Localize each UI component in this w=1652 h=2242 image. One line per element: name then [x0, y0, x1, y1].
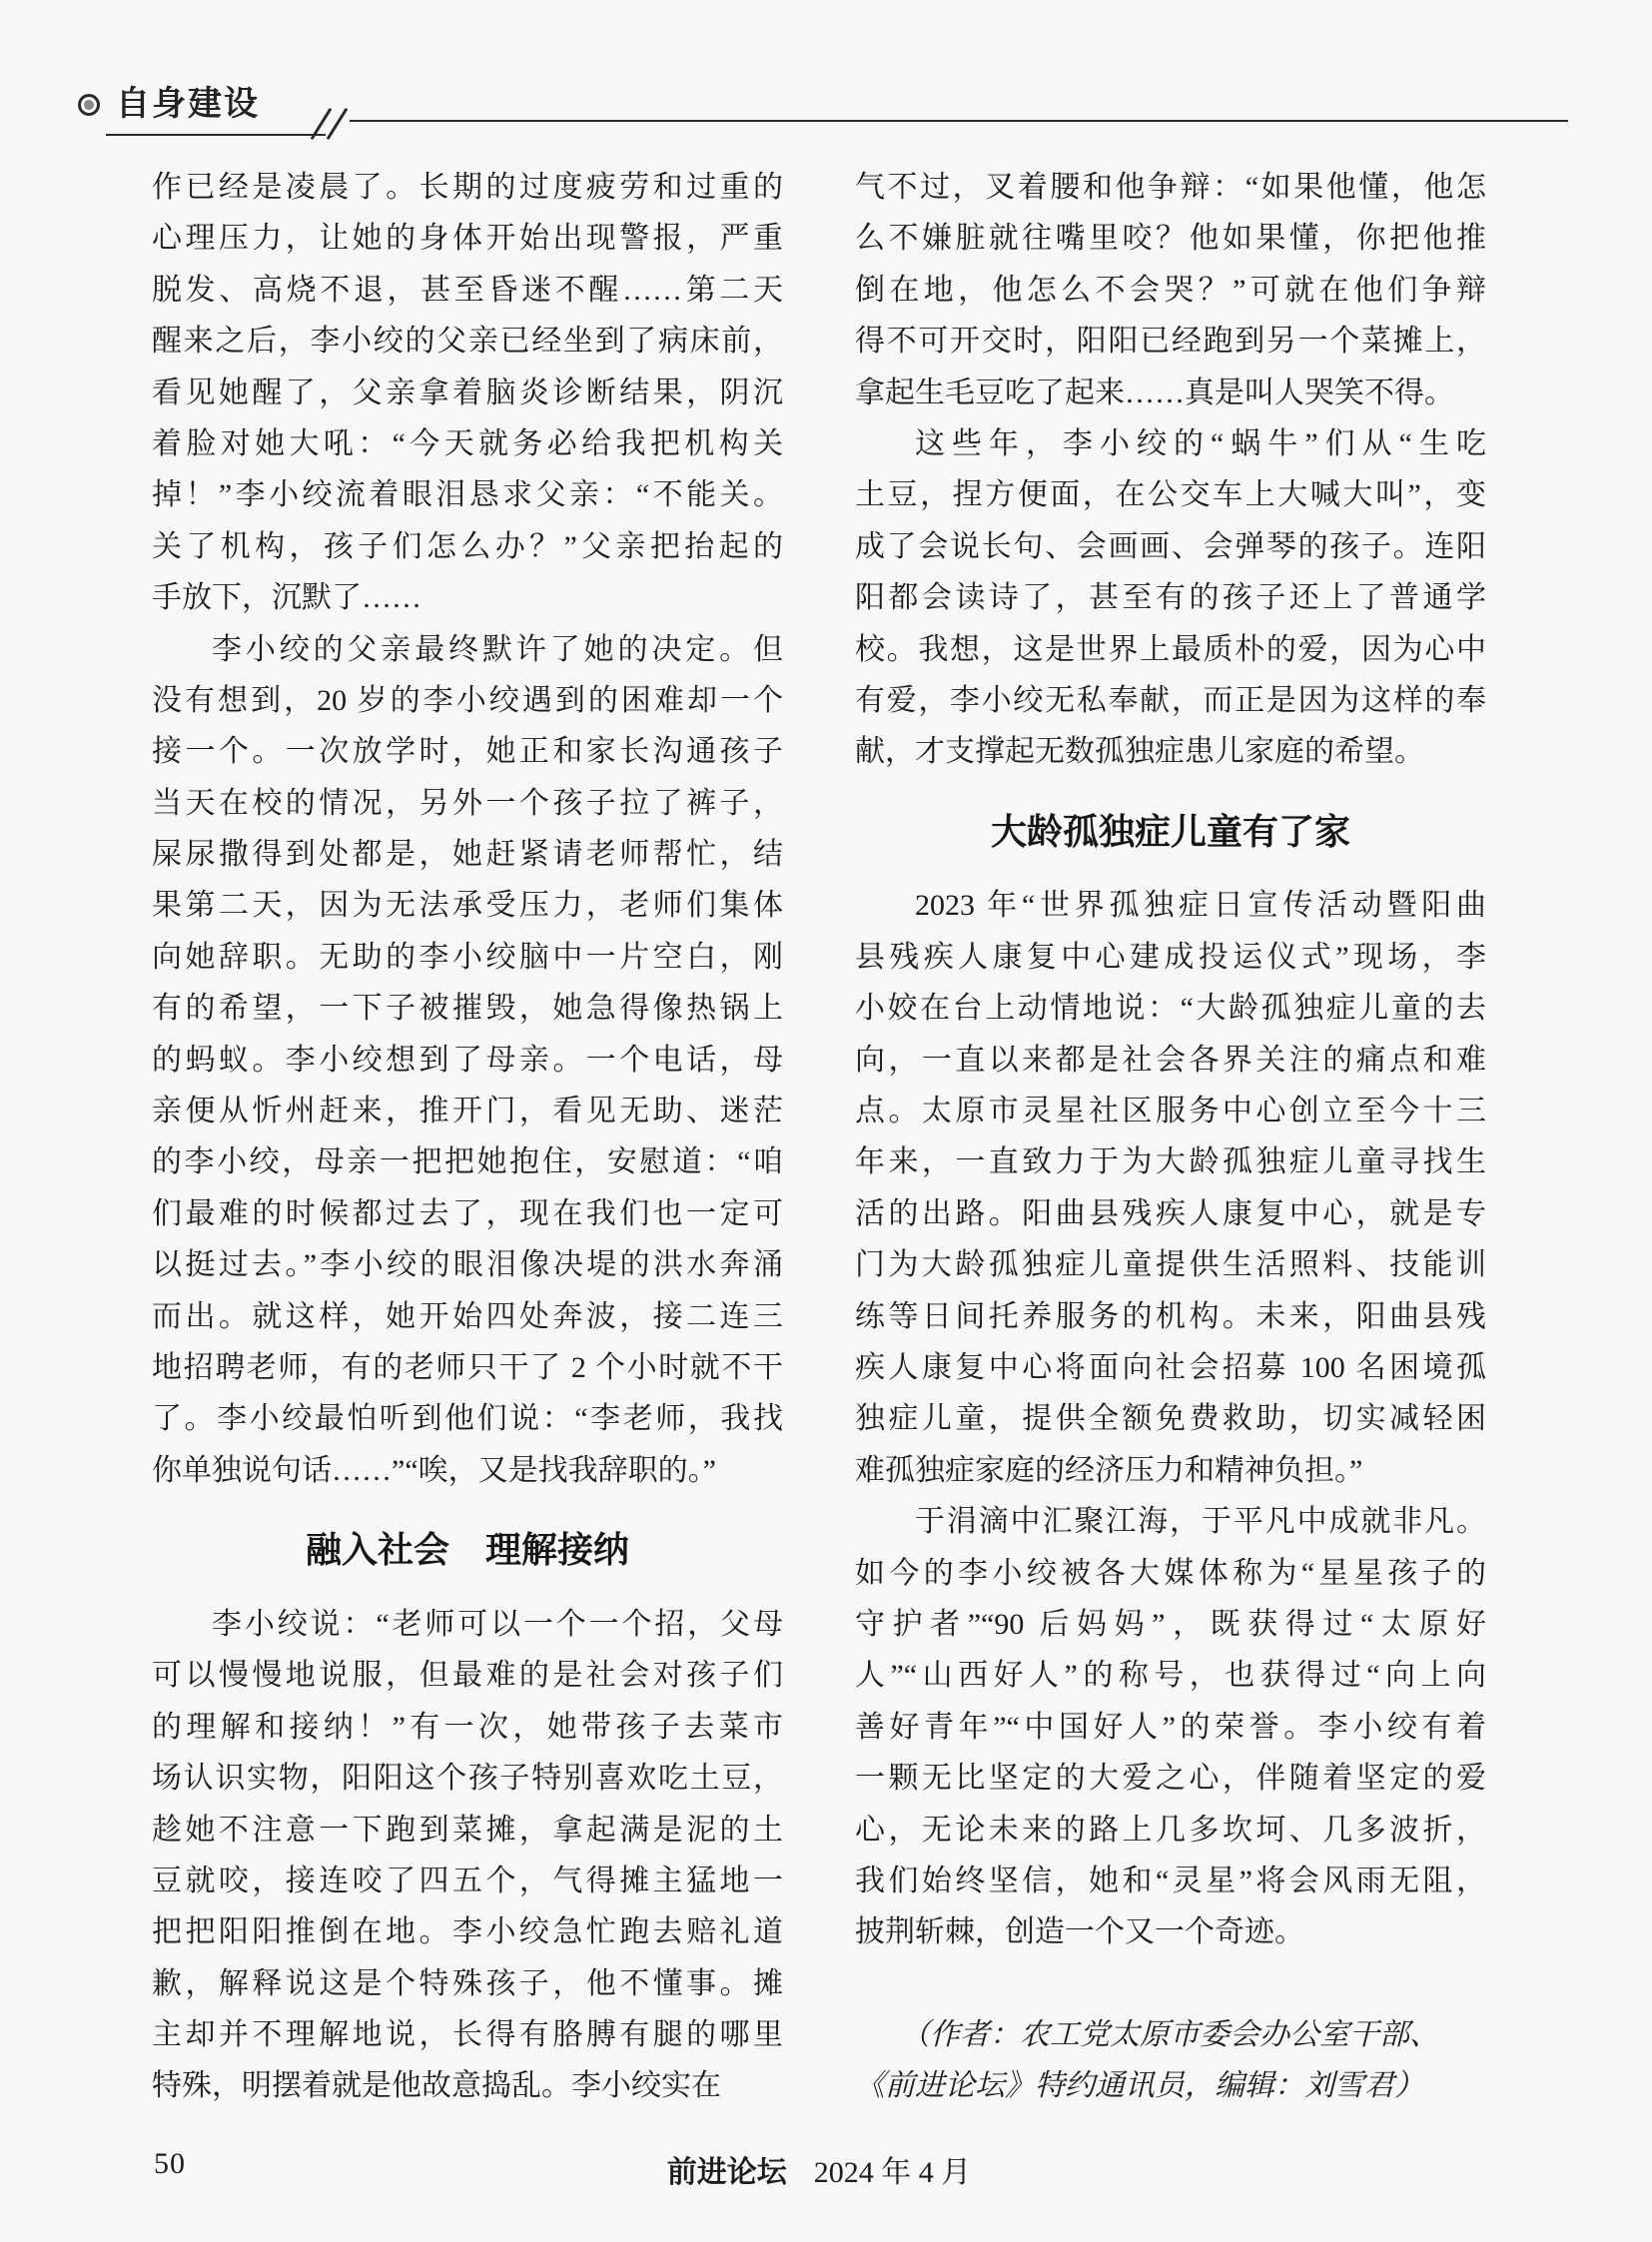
- page-header: [0, 0, 1652, 160]
- text-line: 独症儿童，提供全额免费救助，切实减轻困: [855, 1402, 1486, 1436]
- text-line: 小姣在台上动情地说：“大龄孤独症儿童的去: [855, 992, 1486, 1026]
- text-line: 点。太原市灵星社区服务中心创立至今十三: [855, 1095, 1486, 1128]
- paragraph: [855, 880, 1486, 1496]
- text-line: 披荆斩棘，创造一个又一个奇迹。: [855, 1915, 1304, 1949]
- text-line: 阳都会读诗了，甚至有的孩子还上了普通学: [855, 581, 1486, 615]
- text-line: 了。李小绞最怕听到他们说：“李老师，我找: [152, 1402, 783, 1436]
- paragraph: [152, 624, 783, 1497]
- text-line: 善好青年”“中国好人”的荣誉。李小绞有着: [855, 1710, 1486, 1744]
- paragraph: [855, 418, 1486, 778]
- right-column: [855, 162, 1486, 2112]
- text-line: 的蚂蚁。李小绞想到了母亲。一个电话，母: [152, 1043, 783, 1077]
- text-line: 这些年，李小绞的“蜗牛”们从“生吃: [915, 426, 1486, 460]
- text-line: 脱发、高烧不退，甚至昏迷不醒……第二天: [152, 273, 783, 307]
- section-heading: 大龄孤独症儿童有了家: [990, 810, 1350, 852]
- text-line: 倒在地，他怎么不会哭？”可就在他们争辩: [855, 273, 1486, 307]
- paragraph: [152, 162, 783, 624]
- text-line: 趁她不注意一下跑到菜摊，拿起满是泥的土: [152, 1813, 783, 1847]
- text-line: 地招聘老师，有的老师只干了 2 个小时就不干: [152, 1350, 783, 1384]
- paragraph: [855, 1496, 1486, 1958]
- text-line: 我们始终坚信，她和“灵星”将会风雨无阻，: [855, 1864, 1486, 1897]
- text-line: 守护者”“90 后妈妈”，既获得过“太原好: [855, 1607, 1486, 1641]
- text-line: 献，才支撑起无数孤独症患儿家庭的希望。: [855, 735, 1424, 769]
- text-line: 疾人康复中心将面向社会招募 100 名困境孤: [855, 1351, 1486, 1384]
- text-line: 关了机构，孩子们怎么办？”父亲把抬起的: [152, 529, 783, 563]
- section-heading: 融入社会 理解接纳: [305, 1529, 629, 1571]
- issue-date: 2024 年 4 月: [813, 2156, 972, 2189]
- text-line: 你单独说句话……”“唉，又是找我辞职的。”: [152, 1453, 716, 1487]
- section-label: 自身建设: [116, 85, 260, 123]
- text-line: 校。我想，这是世界上最质朴的爱，因为心中: [855, 632, 1486, 666]
- text-line: 门为大龄孤独症儿童提供生活照料、技能训: [855, 1248, 1486, 1282]
- text-line: 心理压力，让她的身体开始出现警报，严重: [152, 222, 783, 256]
- page-footer: [152, 2143, 1486, 2189]
- header-rule: [350, 120, 1568, 122]
- text-line: 们最难的时候都过去了，现在我们也一定可: [152, 1196, 783, 1230]
- text-line: 人”“山西好人”的称号，也获得过“向上向: [855, 1659, 1486, 1693]
- text-line: 场认识实物，阳阳这个孩子特别喜欢吃土豆，: [152, 1762, 783, 1796]
- text-line: 果第二天，因为无法承受压力，老师们集体: [152, 889, 783, 923]
- text-line: 于涓滴中汇聚江海，于平凡中成就非凡。: [915, 1505, 1486, 1539]
- text-line: 心，无论未来的路上几多坎坷、几多波折，: [855, 1813, 1486, 1847]
- text-line: 难孤独症家庭的经济压力和精神负担。”: [855, 1453, 1363, 1487]
- text-line: 主却并不理解地说，长得有胳膊有腿的哪里: [152, 2018, 783, 2052]
- text-line: 看见她醒了，父亲拿着脑炎诊断结果，阴沉: [152, 375, 783, 409]
- text-line: 2023 年“世界孤独症日宣传活动暨阳曲: [915, 889, 1486, 923]
- text-line: 手放下，沉默了……: [152, 581, 421, 615]
- text-line: 活的出路。阳曲县残疾人康复中心，就是专: [855, 1196, 1486, 1230]
- text-line: 拿起生毛豆吃了起来……真是叫人哭笑不得。: [855, 375, 1454, 409]
- paragraph: [152, 1599, 783, 2112]
- header-underline: [106, 134, 326, 136]
- text-line: 有的希望，一下子被摧毁，她急得像热锅上: [152, 992, 783, 1026]
- text-line: 如今的李小绞被各大媒体称为“星星孩子的: [855, 1556, 1486, 1590]
- text-line: 的理解和接纳！”有一次，她带孩子去菜市: [152, 1710, 783, 1744]
- text-line: 土豆，捏方便面，在公交车上大喊大叫”，变: [855, 478, 1486, 512]
- text-line: 屎尿撒得到处都是，她赶紧请老师帮忙，结: [152, 838, 783, 872]
- text-line: 接一个。一次放学时，她正和家长沟通孩子: [152, 735, 783, 769]
- text-line: 练等日间托养服务的机构。未来，阳曲县残: [855, 1299, 1486, 1333]
- journal-name: 前进论坛: [666, 2156, 787, 2189]
- text-line: 亲便从忻州赶来，推开门，看见无助、迷茫: [152, 1095, 783, 1128]
- text-line: 豆就咬，接连咬了四五个，气得摊主猛地一: [152, 1864, 783, 1897]
- text-line: 有爱，李小绞无私奉献，而正是因为这样的奉: [855, 683, 1486, 717]
- text-line: 向她辞职。无助的李小绞脑中一片空白，刚: [152, 940, 783, 974]
- text-line: 向，一直以来都是社会各界关注的痛点和难: [855, 1043, 1486, 1077]
- text-line: 当天在校的情况，另外一个孩子拉了裤子，: [152, 786, 783, 820]
- text-line: 歉，解释说这是个特殊孩子，他不懂事。摊: [152, 1966, 783, 2000]
- text-line: （作者：农工党太原市委会办公室干部、: [900, 2018, 1439, 2052]
- text-line: 着脸对她大吼：“今天就务必给我把机构关: [152, 426, 783, 460]
- author-credit: [855, 2009, 1486, 2112]
- text-line: 可以慢慢地说服，但最难的是社会对孩子们: [152, 1659, 783, 1693]
- text-line: 得不可开交时，阳阳已经跑到另一个菜摊上，: [855, 325, 1486, 359]
- footer-journal-line: [667, 2147, 972, 2191]
- text-line: 年来，一直致力于为大龄孤独症儿童寻找生: [855, 1145, 1486, 1179]
- text-line: 么不嫌脏就往嘴里咬？他如果懂，你把他推: [855, 222, 1486, 256]
- text-line: 《前进论坛》特约通讯员，编辑：刘雪君）: [855, 2069, 1424, 2103]
- text-line: 的李小绞，母亲一把把她抱住，安慰道：“咱: [152, 1145, 783, 1179]
- article-body: [152, 162, 1486, 2112]
- text-line: 作已经是凌晨了。长期的过度疲劳和过重的: [152, 171, 783, 204]
- text-line: 县残疾人康复中心建成投运仪式”现场，李: [855, 940, 1486, 974]
- text-line: 特殊，明摆着就是他故意捣乱。李小绞实在: [152, 2069, 721, 2103]
- text-line: 而出。就这样，她开始四处奔波，接二连三: [152, 1299, 783, 1333]
- text-line: 一颗无比坚定的大爱之心，伴随着坚定的爱: [855, 1762, 1486, 1796]
- text-line: 成了会说长句、会画画、会弹琴的孩子。连阳: [855, 529, 1486, 563]
- paragraph: [855, 162, 1486, 418]
- text-line: 掉！”李小绞流着眼泪恳求父亲：“不能关。: [152, 478, 783, 512]
- text-line: 以挺过去。”李小绞的眼泪像决堤的洪水奔涌: [152, 1248, 783, 1282]
- bullseye-icon: [78, 94, 100, 116]
- left-column: [152, 162, 783, 2112]
- text-line: 气不过，叉着腰和他争辩：“如果他懂，他怎: [855, 171, 1486, 204]
- bullseye-dot: [84, 100, 94, 110]
- page-number: 50: [154, 2147, 186, 2180]
- text-line: 没有想到，20 岁的李小绞遇到的困难却一个: [152, 683, 783, 717]
- text-line: 李小绞的父亲最终默许了她的决定。但: [212, 632, 783, 666]
- text-line: 把把阳阳推倒在地。李小绞急忙跑去赔礼道: [152, 1915, 783, 1949]
- text-line: 醒来之后，李小绞的父亲已经坐到了病床前，: [152, 325, 783, 359]
- text-line: 李小绞说：“老师可以一个一个招，父母: [212, 1607, 783, 1641]
